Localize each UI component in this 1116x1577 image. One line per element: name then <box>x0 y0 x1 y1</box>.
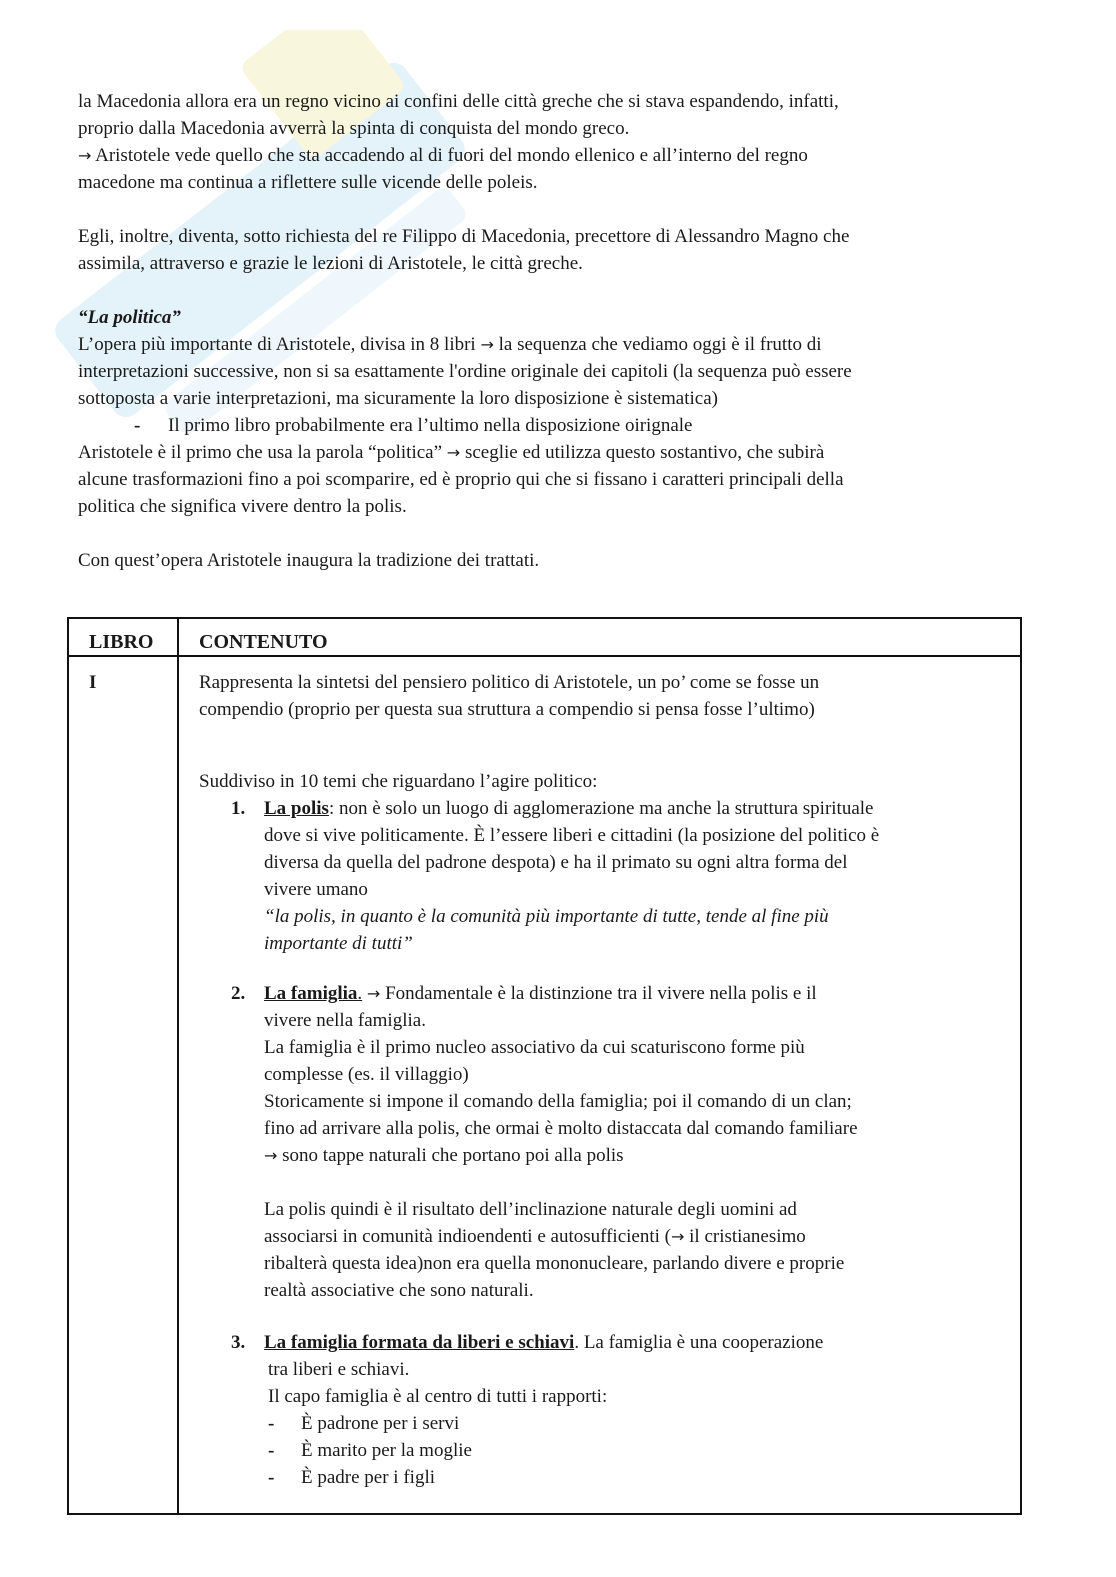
cell-line: Rappresenta la sintetsi del pensiero politico di Aristotele, un po’ come se fosse un <box>199 672 820 693</box>
page-body <box>78 88 1038 574</box>
arrow-icon: → <box>78 146 92 165</box>
dash-bullet: - <box>134 415 141 436</box>
section-line: Aristotele è il primo che usa la parola “politica” → sceglie ed utilizza questo sostantivo, che subirà <box>78 442 825 463</box>
contenuto-cell <box>199 669 999 1491</box>
item-number: 3. <box>231 1332 246 1353</box>
arrow-icon: → <box>671 1227 685 1246</box>
sub-bullet: - È marito per la moglie <box>268 1440 472 1461</box>
intro-line: la Macedonia allora era un regno vicino ai confini delle città greche che si stava espandendo, infatti, <box>78 91 839 112</box>
section-line: sottoposta a varie interpretazioni, ma sicuramente la loro disposizione è sistematica) <box>78 388 718 409</box>
item-number: 1. <box>231 798 246 819</box>
intro-line: macedone ma continua a riflettere sulle vicende delle poleis. <box>78 172 538 193</box>
intro-line: assimila, attraverso e grazie le lezioni di Aristotele, le città greche. <box>78 253 583 274</box>
quote: importante di tutti” <box>264 933 413 954</box>
section-line: politica che significa vivere dentro la polis. <box>78 496 407 517</box>
cell-line: Suddiviso in 10 temi che riguardano l’agire politico: <box>199 771 598 792</box>
section-line: L’opera più importante di Aristotele, divisa in 8 libri → la sequenza che vediamo oggi è il frutto di <box>78 334 822 355</box>
item-title: La polis <box>264 798 329 819</box>
arrow-icon: → <box>480 335 494 354</box>
list-item: 3. La famiglia formata da liberi e schiavi. La famiglia è una cooperazione tra liberi e schiavi. Il capo famiglia è al centro di tutti i rapporti: - È padrone per i servi - È marito per la moglie - È padre per i figli <box>199 1329 999 1491</box>
intro-line: proprio dalla Macedonia avverrà la spinta di conquista del mondo greco. <box>78 118 630 139</box>
item-title: La famiglia formata da liberi e schiavi <box>264 1332 575 1353</box>
section-title: “La politica” <box>78 307 181 328</box>
list-item: 2. La famiglia. → Fondamentale è la distinzione tra il vivere nella polis e il vivere nella famiglia. La famiglia è il primo nucleo associativo da cui scaturiscono forme più complesse (es. il villaggio) Storicamente si impone il comando della famiglia; poi il comando di un clan; fino ad arrivare alla polis, che ormai è molto distaccata dal comando familiare → sono tappe naturali che portano poi alla polis La polis quindi è il risultato dell’inclinazione naturale degli uomini ad associarsi in comunità indioendenti e autosufficienti (→ il cristianesimo ribalterà questa idea)non era quella mononucleare, parlando divere e proprie realtà associative che sono naturali. <box>199 980 999 1304</box>
column-header-libro: LIBRO <box>89 631 154 653</box>
sub-bullet: - È padre per i figli <box>268 1467 436 1488</box>
arrow-icon: → <box>446 443 461 462</box>
arrow-icon: → <box>264 1146 278 1165</box>
arrow-icon: → <box>366 984 381 1003</box>
cell-line: compendio (proprio per questa sua struttura a compendio si pensa fosse l’ultimo) <box>199 699 815 720</box>
section-line: alcune trasformazioni fino a poi scomparire, ed è proprio qui che si fissano i caratteri principali della <box>78 469 844 490</box>
column-header-contenuto: CONTENUTO <box>199 631 328 653</box>
list-item: 1. La polis: non è solo un luogo di agglomerazione ma anche la struttura spirituale dove si vive politicamente. È l’essere liberi e cittadini (la posizione del politico è diversa da quella del padrone despota) e ha il primato su ogni altra forma del vivere umano “la polis, in quanto è la comunità più importante di tutte, tende al fine più importante di tutti” <box>199 795 999 957</box>
section-line: interpretazioni successive, non si sa esattamente l'ordine originale dei capitoli (la sequenza può essere <box>78 361 852 382</box>
libro-number: I <box>89 672 97 693</box>
item-title: La famiglia <box>264 983 358 1004</box>
sub-bullet: - È padrone per i servi <box>268 1413 460 1434</box>
item-number: 2. <box>231 983 246 1004</box>
bullet-item: - Il primo libro probabilmente era l’ultimo nella disposizione oirignale <box>78 412 1038 439</box>
quote: “la polis, in quanto è la comunità più importante di tutte, tende al fine più <box>264 906 829 927</box>
intro-line: Egli, inoltre, diventa, sotto richiesta del re Filippo di Macedonia, precettore di Alessandro Magno che <box>78 226 850 247</box>
closing-line: Con quest’opera Aristotele inaugura la tradizione dei trattati. <box>78 550 540 571</box>
intro-line: → Aristotele vede quello che sta accadendo al di fuori del mondo ellenico e all’interno del regno <box>78 145 808 166</box>
content-table <box>67 617 1022 1515</box>
